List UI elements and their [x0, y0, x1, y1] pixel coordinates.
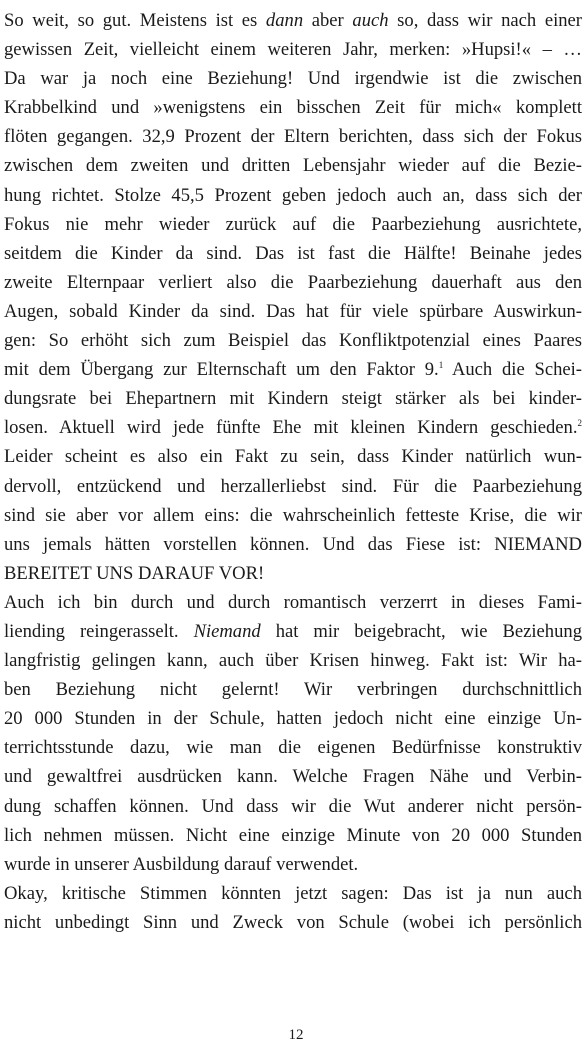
text-run: mit dem Übergang zur Elternschaft um den Faktor 9. — [4, 359, 439, 381]
text-run: sind sie aber vor allem eins: die wahrscheinlich fetteste Krise, die wir — [4, 504, 582, 526]
emphasis-text: Niemand — [193, 620, 261, 642]
text-run: aber — [303, 10, 353, 31]
text-line — [4, 675, 582, 704]
text-line — [4, 762, 582, 791]
text-run: Krabbelkind und »wenigstens ein bisschen Zeit für mich« komplett — [4, 97, 582, 119]
body-text — [4, 6, 582, 937]
text-run: Leider scheint es also ein Fakt zu sein, dass Kinder natürlich wun- — [4, 446, 582, 468]
text-line — [4, 472, 582, 501]
text-line — [4, 908, 582, 937]
text-line — [4, 530, 582, 559]
text-run: Auch die Schei- — [443, 359, 582, 381]
book-page — [4, 0, 582, 1048]
text-line — [4, 297, 582, 326]
text-run: dervoll, entzückend und herzallerliebst sind. Für die Paarbeziehung — [4, 475, 582, 497]
text-line — [4, 559, 582, 588]
text-line — [4, 268, 582, 297]
text-line — [4, 151, 582, 180]
text-run: Augen, sobald Kinder da sind. Das hat für viele spürbare Auswirkun- — [4, 300, 582, 322]
text-run: uns jemals hätten vorstellen können. Und das Fiese ist: NIEMAND — [4, 533, 582, 555]
text-run: zweite Elternpaar verliert also die Paarbeziehung dauerhaft aus den — [4, 271, 582, 293]
text-run: terrichtsstunde dazu, wie man die eigenen Bedürfnisse konstruktiv — [4, 737, 582, 759]
text-line — [4, 35, 582, 64]
text-line — [4, 181, 582, 210]
text-line — [4, 704, 582, 733]
text-run: Fokus nie mehr wieder zurück auf die Paarbeziehung ausrichtete, — [4, 213, 582, 235]
text-run: Okay, kritische Stimmen könnten jetzt sagen: Das ist ja nun auch — [4, 882, 582, 904]
text-line — [4, 850, 582, 879]
text-line — [4, 792, 582, 821]
footnote-marker: 2 — [577, 418, 582, 429]
text-run: Auch ich bin durch und durch romantisch verzerrt in dieses Fami- — [4, 591, 582, 613]
text-run: langfristig gelingen kann, auch über Krisen hinweg. Fakt ist: Wir ha- — [4, 650, 582, 672]
text-line — [4, 355, 582, 384]
text-run: seitdem die Kinder da sind. Das ist fast die Hälfte! Beinahe jedes — [4, 242, 582, 264]
text-line — [4, 239, 582, 268]
text-line — [4, 93, 582, 122]
text-run: so, dass wir nach einer — [388, 10, 582, 31]
text-line — [4, 122, 582, 151]
text-run: nicht unbedingt Sinn und Zweck von Schule (wobei ich persönlich — [4, 911, 582, 933]
text-line — [4, 384, 582, 413]
page-number: 12 — [288, 1027, 304, 1043]
text-run: dung schaffen können. Und dass wir die Wut anderer nicht persön- — [4, 795, 582, 817]
text-line — [4, 588, 582, 617]
text-line — [4, 442, 582, 471]
text-run: dungsrate bei Ehepartnern mit Kindern steigt stärker als bei kinder- — [4, 388, 582, 410]
emphasis-text: auch — [352, 10, 389, 31]
text-run: flöten gegangen. 32,9 Prozent der Eltern berichten, dass sich der Fokus — [4, 126, 582, 148]
text-run: gewissen Zeit, vielleicht einem weiteren Jahr, merken: »Hupsi!« – … — [4, 39, 582, 61]
text-line — [4, 413, 582, 442]
text-run: zwischen dem zweiten und dritten Lebensjahr wieder auf die Bezie- — [4, 155, 582, 177]
text-run: lich nehmen müssen. Nicht eine einzige Minute von 20 000 Stunden — [4, 824, 582, 846]
text-run: und gewaltfrei ausdrücken kann. Welche Fragen Nähe und Verbin- — [4, 766, 582, 788]
text-line — [4, 64, 582, 93]
text-run: hung richtet. Stolze 45,5 Prozent geben jedoch auch an, dass sich der — [4, 184, 582, 206]
text-run: wurde in unserer Ausbildung darauf verwendet. — [4, 853, 359, 875]
text-line — [4, 210, 582, 239]
footnote-marker: 1 — [438, 360, 444, 371]
text-run: BEREITET UNS DARAUF VOR! — [4, 562, 265, 584]
text-run: Da war ja noch eine Beziehung! Und irgendwie ist die zwischen — [4, 68, 582, 90]
text-line — [4, 646, 582, 675]
text-run: gen: So erhöht sich zum Beispiel das Konfliktpotenzial eines Paares — [4, 330, 582, 352]
text-run: liending reingerasselt. — [4, 620, 194, 642]
text-run: ben Beziehung nicht gelernt! Wir verbringen durchschnittlich — [4, 679, 582, 701]
text-line — [4, 326, 582, 355]
text-line — [4, 733, 582, 762]
text-run: So weit, so gut. Meistens ist es — [4, 10, 266, 31]
text-run: losen. Aktuell wird jede fünfte Ehe mit kleinen Kindern geschieden. — [4, 417, 578, 439]
text-line — [4, 821, 582, 850]
emphasis-text: dann — [265, 10, 304, 31]
text-run: hat mir beigebracht, wie Beziehung — [260, 620, 582, 642]
text-run: 20 000 Stunden in der Schule, hatten jedoch nicht eine einzige Un- — [4, 708, 582, 730]
text-line — [4, 501, 582, 530]
text-line — [4, 879, 582, 908]
text-line — [4, 617, 582, 646]
text-line — [4, 6, 582, 35]
